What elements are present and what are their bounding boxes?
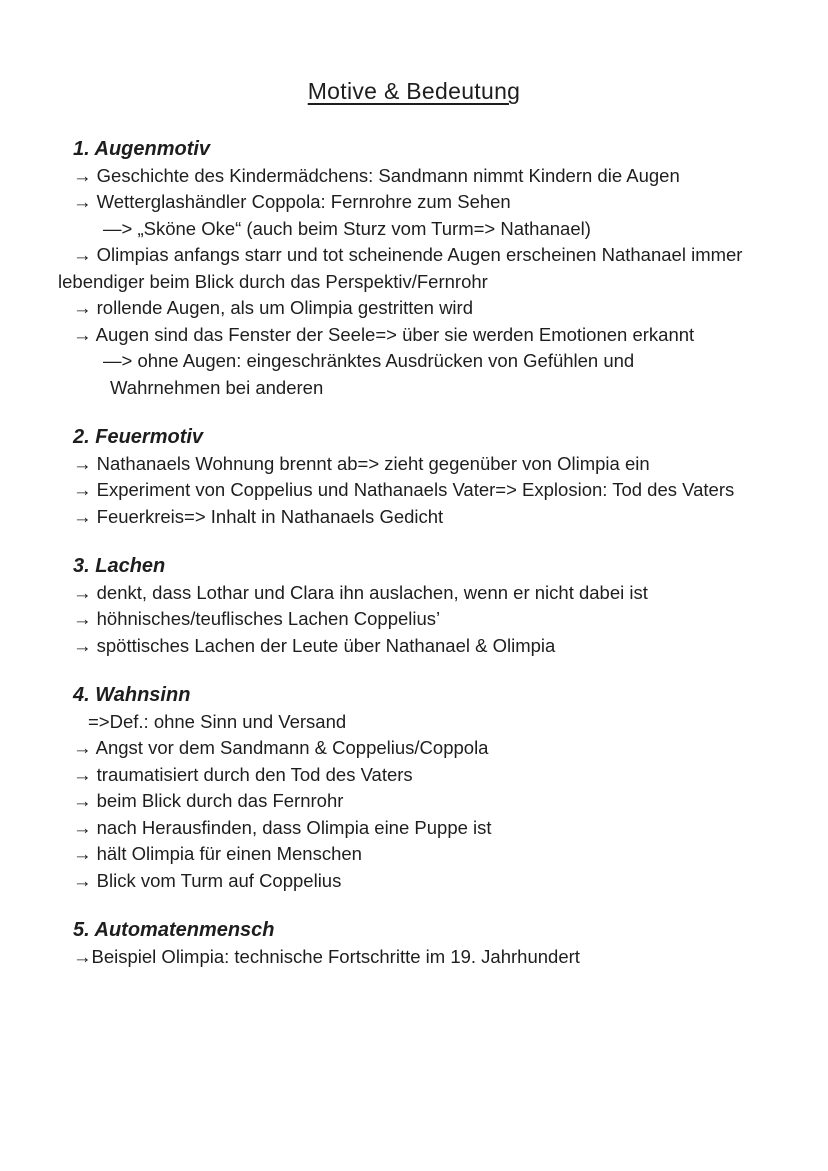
bullet-item: =>Def.: ohne Sinn und Versand xyxy=(88,710,347,732)
bullet-item: → rollende Augen, als um Olimpia gestritten wird xyxy=(73,297,473,318)
bullet-item: —> ohne Augen: eingeschränktes Ausdrücken von Gefühlen und Wahrnehmen bei anderen xyxy=(103,350,635,398)
bullet-item: → Feuerkreis=> Inhalt in Nathanaels Gedicht xyxy=(73,505,444,527)
section-heading: 4. Wahnsinn xyxy=(73,684,191,706)
bullet-item: → beim Blick durch das Fernrohr xyxy=(73,790,344,811)
bullet-item: → Experiment von Coppelius und Nathanaels Vater=> Explosion: Tod des Vaters xyxy=(73,479,735,500)
bullet-item: → Angst vor dem Sandmann & Coppelius/Coppola xyxy=(73,737,489,758)
document-title: Motive & Bedeutung xyxy=(307,78,521,104)
bullet-item: → spöttisches Lachen der Leute über Nathanael & Olimpia xyxy=(73,634,556,656)
bullet-item: → denkt, dass Lothar und Clara ihn auslachen, wenn er nicht dabei ist xyxy=(73,581,648,603)
document-section xyxy=(58,917,752,970)
document-section xyxy=(58,424,752,530)
bullet-item: → Wetterglashändler Coppola: Fernrohre zum Sehen xyxy=(73,191,511,212)
section-heading: 3. Lachen xyxy=(73,555,166,577)
document-section xyxy=(58,136,752,401)
bullet-item: → traumatisiert durch den Tod des Vaters xyxy=(73,763,413,785)
document-sections xyxy=(58,136,752,970)
bullet-item: → Nathanaels Wohnung brennt ab=> zieht gegenüber von Olimpia ein xyxy=(73,452,650,474)
bullet-item: → höhnisches/teuflisches Lachen Coppelius’ xyxy=(73,608,441,629)
bullet-item: → nach Herausfinden, dass Olimpia eine Puppe ist xyxy=(73,816,492,838)
bullet-item: → Geschichte des Kindermädchens: Sandmann nimmt Kindern die Augen xyxy=(73,164,680,186)
section-heading: 2. Feuermotiv xyxy=(73,426,204,448)
bullet-item: —> „Sköne Oke“ (auch beim Sturz vom Turm=> Nathanael) xyxy=(103,217,591,239)
document-section xyxy=(58,553,752,659)
bullet-item: → Blick vom Turm auf Coppelius xyxy=(73,869,342,891)
bullet-item: → Olimpias anfangs starr und tot scheinende Augen erscheinen Nathanael immer lebendiger beim Blick durch das Perspektiv/Fernrohr xyxy=(58,244,743,292)
bullet-item: → Augen sind das Fenster der Seele=> über sie werden Emotionen erkannt xyxy=(73,323,695,345)
bullet-item: →Beispiel Olimpia: technische Fortschritte im 19. Jahrhundert xyxy=(73,945,580,967)
document-section xyxy=(58,682,752,894)
section-heading: 5. Automatenmensch xyxy=(73,919,275,941)
bullet-item: → hält Olimpia für einen Menschen xyxy=(73,843,362,864)
section-heading: 1. Augenmotiv xyxy=(73,138,211,160)
